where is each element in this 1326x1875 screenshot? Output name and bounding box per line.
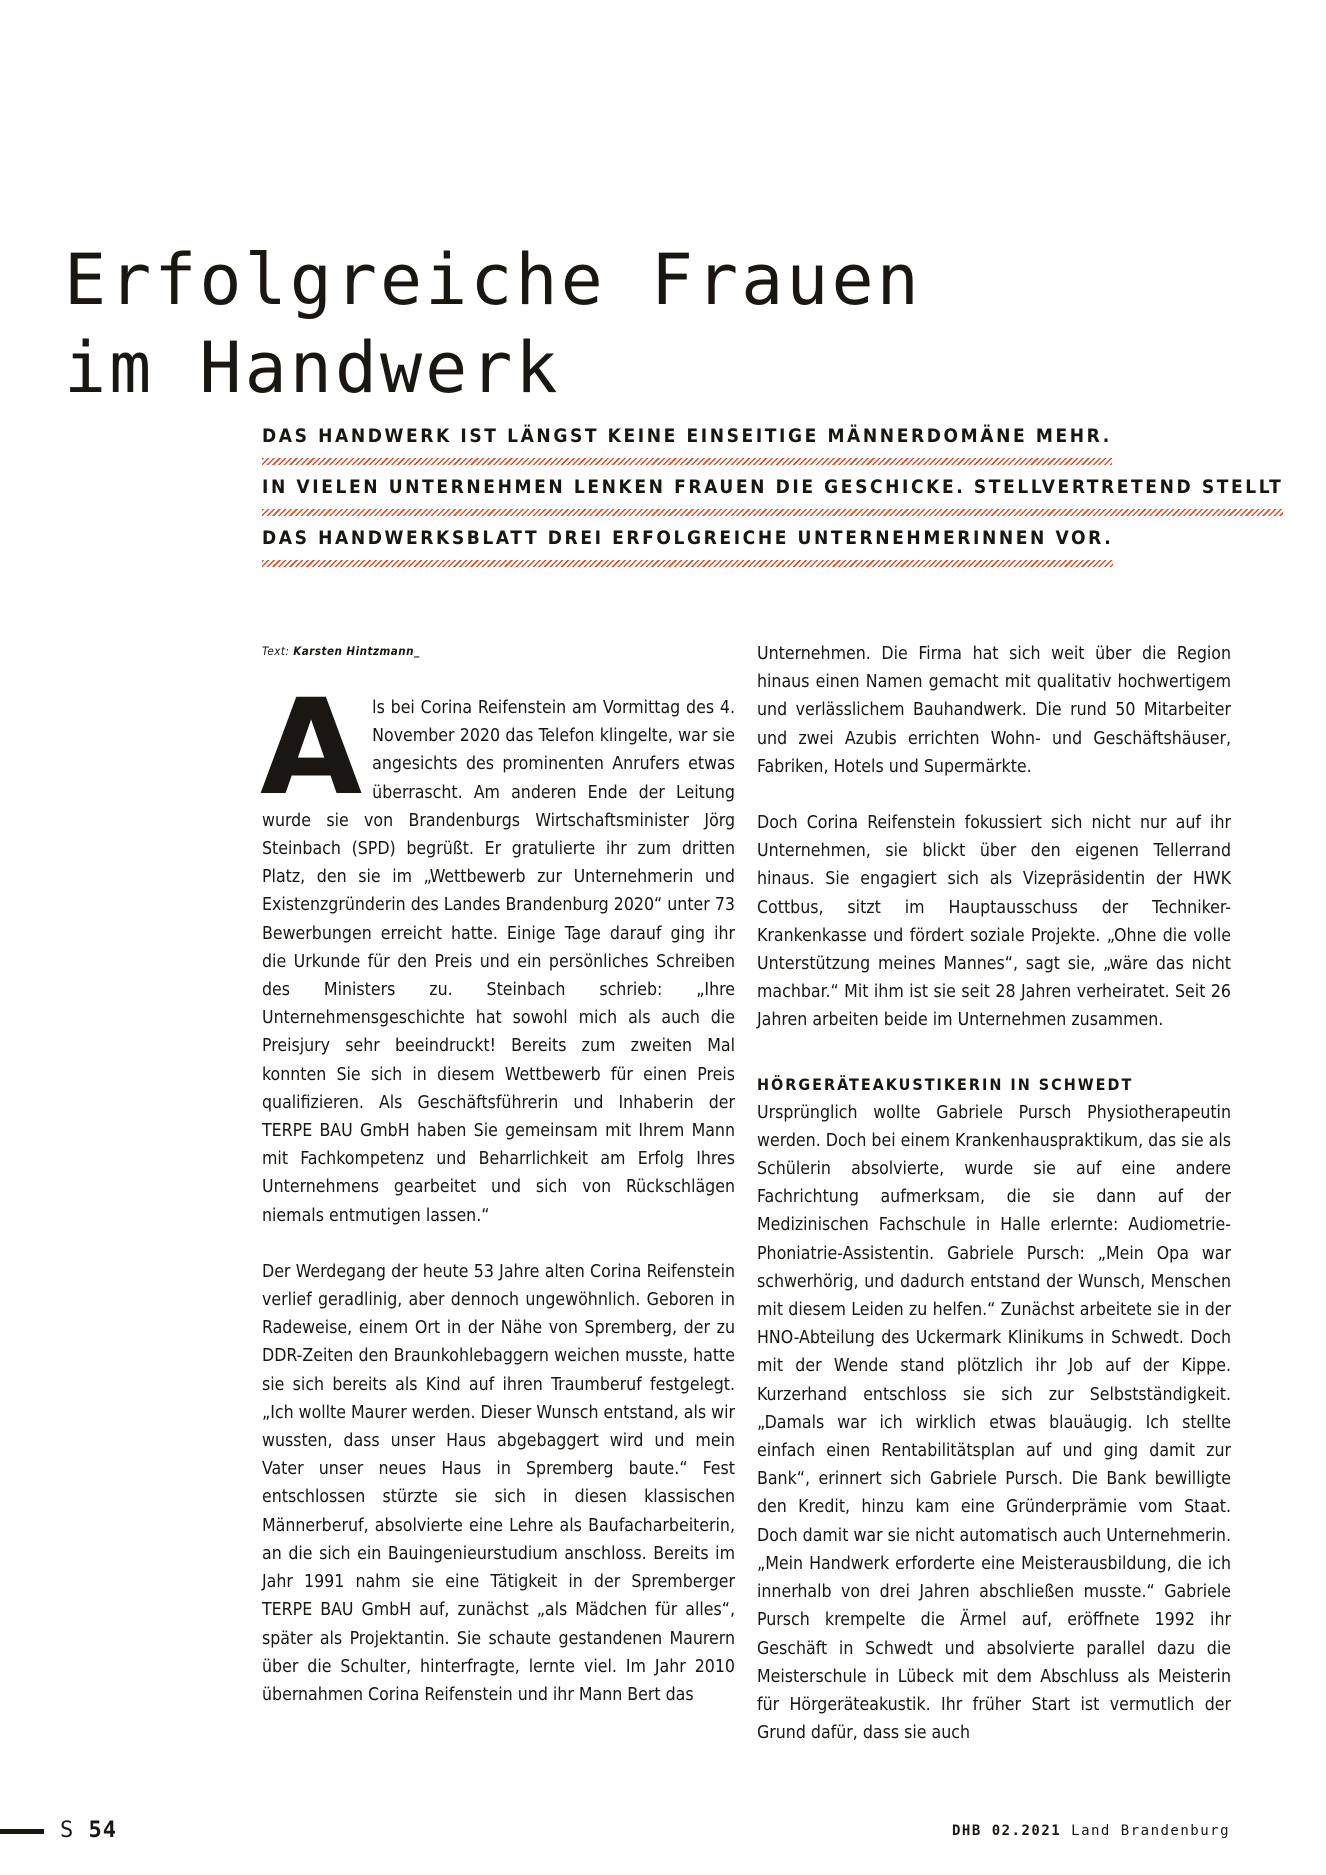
issue-number: DHB 02.2021 [951, 1823, 1062, 1839]
headline-line-1: Erfolgreiche Frauen [64, 239, 922, 321]
paragraph-1 [260, 671, 735, 1230]
article-headline [64, 236, 1244, 412]
byline-author: Karsten Hintzmann_ [293, 644, 420, 658]
byline-prefix: Text: [262, 644, 290, 658]
issue-region: Land Brandenburg [1071, 1823, 1230, 1839]
page-section-letter: S [60, 1818, 75, 1843]
article-lead [262, 414, 1284, 567]
lead-line-3: DAS HANDWERKSBLATT DREI ERFOLGREICHE UNTERNEHMERINNEN VOR. [262, 516, 1113, 567]
paragraph-1-text: ls bei Corina Reifenstein am Vormittag des 4. November 2020 das Telefon klingelte, war sie angesichts des prominenten Anrufers etwas überrascht. Am anderen Ende der Leitung wurde sie von Brandenburgs Wirtschaftsminister Jörg Steinbach (SPD) begrüßt. Er gratulierte ihr zum dritten Platz, den sie im „Wettbewerb zur Unternehmerin und Existenzgründerin des Landes Brandenburg 2020“ unter 73 Bewerbungen erreicht hatte. Einige Tage darauf ging ihr die Urkunde für den Preis und ein persönliches Schreiben des Ministers zu. Steinbach schrieb: „Ihre Unternehmensgeschichte hat sowohl mich als auch die Preisjury sehr beeindruckt! Bereits zum zweiten Mal konnten Sie sich in diesem Wettbewerb für einen Preis qualifizieren. Als Geschäftsführerin und Inhaberin der TERPE BAU GmbH haben Sie gemeinsam mit Ihrem Mann mit Fachkompetenz und Beharrlichkeit am Erfolg Ihres Unternehmens gearbeitet und sich von Rückschlägen niemals entmutigen lassen.“ [262, 698, 735, 1226]
paragraph-5: Ursprünglich wollte Gabriele Pursch Physiotherapeutin werden. Doch bei einem Krankenhauspraktikum, das sie als Schülerin absolvierte, wurde sie auf eine andere Fachrichtung aufmerksam, die sie dann auf der Medizinischen Fachschule in Halle erlernte: Audiometrie-Phoniatrie-Assistentin. Gabriele Pursch: „Mein Opa war schwerhörig, und dadurch entstand der Wunsch, Menschen mit diesem Leiden zu helfen.“ Zunächst arbeitete sie in der HNO-Abteilung des Uckermark Klinikums in Schwedt. Doch mit der Wende stand plötzlich ihr Job auf der Kippe. Kurzerhand entschloss sie sich zur Selbstständigkeit. „Damals war ich wirklich etwas blauäugig. Ich stellte einfach einen Rentabilitätsplan auf und ging damit zur Bank“, erinnert sich Gabriele Pursch. Die Bank bewilligte den Kredit, hinzu kam eine Gründerprämie vom Staat. Doch damit war sie nicht automatisch auch Unternehmerin. „Mein Handwerk erforderte eine Meisterausbildung, die ich innerhalb von drei Jahren abschließen musste.“ Gabriele Pursch krempelte die Ärmel auf, eröffnete 1992 ihr Geschäft in Schwedt und absolvierte parallel dazu die Meisterschule in Lübeck mit dem Abschluss als Meisterin für Hörgeräteakustik. Ihr früher Start ist vermutlich der Grund dafür, dass sie auch [757, 1102, 1231, 1744]
headline-line-2: im Handwerk [64, 327, 561, 409]
section-subheading: HÖRGERÄTEAKUSTIKERIN IN SCHWEDT [757, 1074, 1134, 1094]
page-number-value: 54 [88, 1818, 117, 1843]
article-column-left [262, 644, 735, 1709]
issue-info [952, 1823, 1230, 1839]
lead-line-2: IN VIELEN UNTERNEHMEN LENKEN FRAUEN DIE GESCHICKE. STELLVERTRETEND STELLT [262, 465, 1283, 516]
footer-rule [0, 1829, 44, 1834]
paragraph-3: Unternehmen. Die Firma hat sich weit über die Region hinaus einen Namen gemacht mit qualitativ hochwertigem und verlässlichem Bauhandwerk. Die rund 50 Mitarbeiter und zwei Azubis errichten Wohn- und Geschäftshäuser, Fabriken, Hotels und Supermärkte. [757, 644, 1231, 777]
byline [262, 644, 735, 658]
paragraph-2: Der Werdegang der heute 53 Jahre alten Corina Reifenstein verlief geradlinig, aber dennoch ungewöhnlich. Geboren in Radeweise, einem Ort in der Nähe von Spremberg, der zu DDR-Zeiten den Braunkohlebaggern weichen musste, hatte sie sich bereits als Kind auf ihren Traumberuf festgelegt. „Ich wollte Maurer werden. Dieser Wunsch entstand, als wir wussten, dass unser Haus abgebaggert wird und mein Vater unser neues Haus in Spremberg baute.“ Fest entschlossen stürzte sie sich in diesen klassischen Männerberuf, absolvierte eine Lehre als Baufacharbeiterin, an die sich ein Bauingenieurstudium anschloss. Bereits im Jahr 1991 nahm sie eine Tätigkeit in der Spremberger TERPE BAU GmbH auf, zunächst „als Mädchen für alles“, später als Projektantin. Sie schaute gestandenen Maurern über die Schulter, hinterfragte, lernte viel. Im Jahr 2010 übernahmen Corina Reifenstein und ihr Mann Bert das [262, 1261, 735, 1705]
lead-line-1: DAS HANDWERK IST LÄNGST KEINE EINSEITIGE MÄNNERDOMÄNE MEHR. [262, 414, 1112, 465]
page-number [60, 1818, 117, 1843]
drop-cap: A [260, 671, 363, 825]
article-column-right [757, 640, 1231, 1747]
paragraph-4: Doch Corina Reifenstein fokussiert sich nicht nur auf ihr Unternehmen, sie blickt über den eigenen Tellerrand hinaus. Sie engagiert sich als Vizepräsidentin der HWK Cottbus, sitzt im Hauptausschuss der Techniker-Krankenkasse und fördert soziale Projekte. „Ohne die volle Unterstützung meines Mannes“, sagt sie, „wäre das nicht machbar.“ Mit ihm ist sie seit 28 Jahren verheiratet. Seit 26 Jahren arbeiten beide im Unternehmen zusammen. [757, 813, 1231, 1031]
